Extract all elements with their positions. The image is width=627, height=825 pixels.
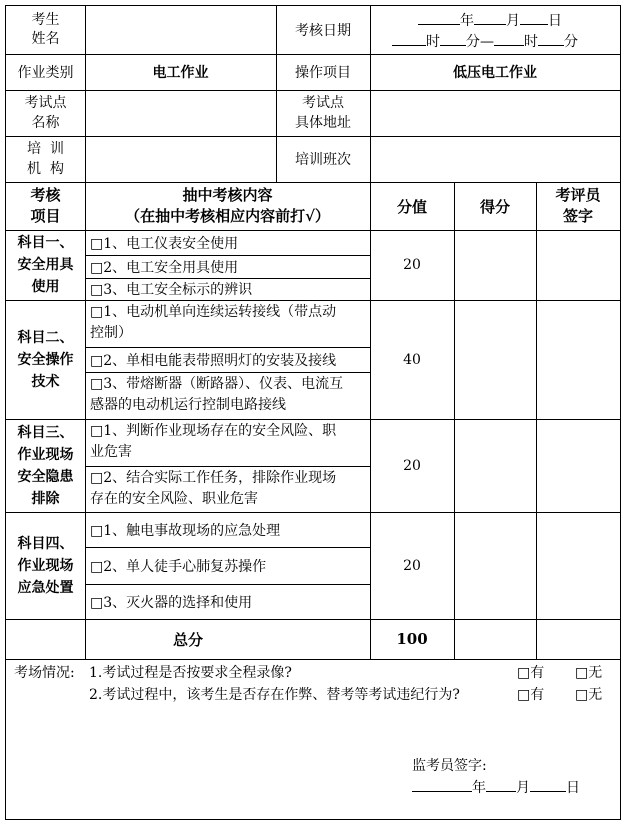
subject-1-item-3[interactable]: □3、电工安全标示的辨识: [90, 282, 253, 298]
footer-month-label: 月: [516, 780, 530, 796]
label-line: 具体地址: [295, 115, 351, 131]
head-line: 项目: [30, 207, 61, 225]
subject-name-line: 排除: [31, 490, 60, 507]
time-hour-label: 时: [426, 34, 440, 50]
subject-name-line: 作业现场: [17, 557, 74, 574]
label-line: 考试点: [302, 95, 344, 111]
subject-2-item-3[interactable]: [90, 374, 368, 419]
subject-2-examiner-field[interactable]: [536, 300, 620, 419]
head-line: （在抽中考核相应内容前打√）: [125, 207, 330, 225]
label-line: 培 训: [27, 141, 64, 157]
footer-day-label: 日: [566, 780, 580, 796]
question-1: 1.考试过程是否按要求全程录像?: [89, 665, 292, 681]
footer-year-label: 年: [472, 780, 486, 796]
subject-2-score: 40: [403, 351, 421, 368]
candidate-name-label: [6, 6, 85, 54]
subject-4-item-2[interactable]: □2、单人徒手心肺复苏操作: [90, 558, 267, 575]
subject-4-score: 20: [403, 557, 421, 574]
col-head-score: 分值: [396, 197, 427, 216]
subject-3-score: 20: [403, 457, 421, 474]
subject-2-item-1[interactable]: [90, 302, 368, 347]
item-line: □1、判断作业现场存在的安全风险、职: [90, 423, 337, 439]
item-line: 业危害: [90, 444, 132, 460]
invigilator-date-line[interactable]: [412, 777, 580, 797]
subject-4-name: [6, 512, 85, 619]
q2-yes-checkbox[interactable]: □有: [517, 687, 545, 703]
exam-site-name-field[interactable]: [85, 90, 276, 136]
subject-name-line: 作业现场: [17, 446, 74, 463]
q1-no-checkbox[interactable]: □无: [575, 665, 603, 681]
exam-form: [5, 5, 621, 820]
job-category-label: 作业类别: [17, 65, 74, 81]
item-line: 存在的安全风险、职业危害: [90, 491, 258, 507]
blank-underline: [538, 31, 564, 46]
label-line: 名称: [31, 115, 60, 131]
grid-line: [6, 659, 620, 660]
subject-3-got-field[interactable]: [454, 419, 536, 512]
subject-1-name: [6, 230, 85, 300]
subject-4-item-3[interactable]: □3、灭火器的选择和使用: [90, 594, 253, 611]
date-day-label: 日: [548, 13, 562, 29]
time-minute-label: 分: [466, 34, 480, 50]
subject-name-line: 使用: [31, 279, 60, 295]
col-head-got: 得分: [479, 197, 510, 216]
subject-3-item-1[interactable]: [90, 421, 368, 466]
subject-1-item-1[interactable]: □1、电工仪表安全使用: [90, 235, 239, 252]
q2-no-checkbox[interactable]: □无: [575, 687, 603, 703]
subject-3-name: [6, 419, 85, 512]
item-line: □3、带熔断器（断路器）、仪表、电流互: [90, 376, 344, 392]
grid-line: [85, 372, 370, 373]
blank-underline: [474, 10, 506, 25]
head-line: 考核: [30, 186, 61, 204]
question-2: 2.考试过程中，该考生是否存在作弊、替考等考试违纪行为?: [89, 687, 460, 703]
date-line: [418, 10, 562, 30]
blank-underline: [486, 777, 516, 792]
time-hour-label: 时: [524, 34, 538, 50]
training-org-label: [6, 136, 85, 182]
date-month-label: 月: [506, 13, 520, 29]
subject-name-line: 安全操作: [17, 351, 74, 368]
exam-site-address-field[interactable]: [370, 90, 620, 136]
item-line: □2、结合实际工作任务，排除作业现场: [90, 470, 337, 486]
subject-4-examiner-field[interactable]: [536, 512, 620, 619]
situation-label: 考场情况:: [14, 665, 75, 681]
exam-date-field[interactable]: [370, 6, 620, 54]
subject-name-line: 科目三、: [17, 424, 74, 441]
subject-name-line: 科目四、: [17, 535, 74, 552]
subject-name-line: 技术: [31, 373, 60, 390]
subject-2-got-field[interactable]: [454, 300, 536, 419]
time-minute-label: 分: [564, 34, 578, 50]
label-line: 机 构: [27, 161, 64, 177]
grid-line: [85, 466, 370, 467]
blank-underline: [392, 31, 426, 46]
head-line: 抽中考核内容: [182, 186, 273, 204]
subject-1-got-field[interactable]: [454, 230, 536, 300]
subject-name-line: 科目一、: [17, 235, 74, 251]
head-line: 考评员: [555, 186, 601, 204]
head-line: 签字: [562, 207, 593, 225]
label-line: 考试点: [24, 95, 67, 111]
item-line: 感器的电动机运行控制电路接线: [90, 397, 286, 413]
invigilator-signature-label: 监考员签字:: [412, 758, 487, 774]
label-line: 考生: [31, 12, 60, 28]
subject-name-line: 安全用具: [17, 257, 74, 273]
candidate-name-field[interactable]: [85, 6, 276, 54]
item-line: 控制）: [90, 325, 132, 341]
operation-item-value: 低压电工作业: [453, 65, 537, 81]
total-got-field[interactable]: [454, 619, 536, 659]
training-class-field[interactable]: [370, 136, 620, 182]
exam-site-name-label: [6, 90, 85, 136]
subject-3-item-2[interactable]: [90, 468, 368, 512]
subject-2-name: [6, 300, 85, 419]
operation-item-label: 操作项目: [295, 65, 351, 81]
item-line: □1、电动机单向连续运转接线（带点动: [90, 304, 337, 320]
blank-underline: [494, 31, 524, 46]
exam-date-label: 考核日期: [295, 23, 351, 39]
q1-yes-checkbox[interactable]: □有: [517, 665, 545, 681]
subject-3-examiner-field[interactable]: [536, 419, 620, 512]
subject-name-line: 安全隐患: [17, 468, 74, 485]
col-head-examiner: [536, 182, 620, 230]
training-org-field[interactable]: [85, 136, 276, 182]
subject-4-item-1[interactable]: □1、触电事故现场的应急处理: [90, 522, 281, 539]
time-dash: —: [480, 34, 494, 50]
date-year-label: 年: [460, 13, 474, 29]
training-class-label: 培训班次: [295, 152, 351, 168]
total-examiner-field[interactable]: [536, 619, 620, 659]
time-line: [392, 31, 578, 51]
total-label: 总分: [172, 630, 203, 649]
subject-name-line: 应急处置: [17, 579, 74, 596]
exam-site-address-label: [276, 90, 370, 136]
blank-underline: [440, 31, 466, 46]
subject-1-examiner-field[interactable]: [536, 230, 620, 300]
job-category-value: 电工作业: [152, 65, 209, 81]
subject-4-got-field[interactable]: [454, 512, 536, 619]
subject-name-line: 科目二、: [17, 329, 74, 346]
total-value: 100: [396, 630, 428, 648]
label-line: 姓名: [31, 31, 60, 47]
subject-1-item-2[interactable]: □2、电工安全用具使用: [90, 259, 239, 276]
blank-underline: [520, 10, 548, 25]
col-head-item: [6, 182, 85, 230]
col-head-content: [85, 182, 370, 230]
subject-2-item-2[interactable]: □2、单相电能表带照明灯的安装及接线: [90, 352, 337, 369]
subject-1-score: 20: [403, 257, 421, 273]
blank-underline: [418, 10, 460, 25]
blank-underline: [530, 777, 566, 792]
blank-underline: [412, 777, 472, 792]
